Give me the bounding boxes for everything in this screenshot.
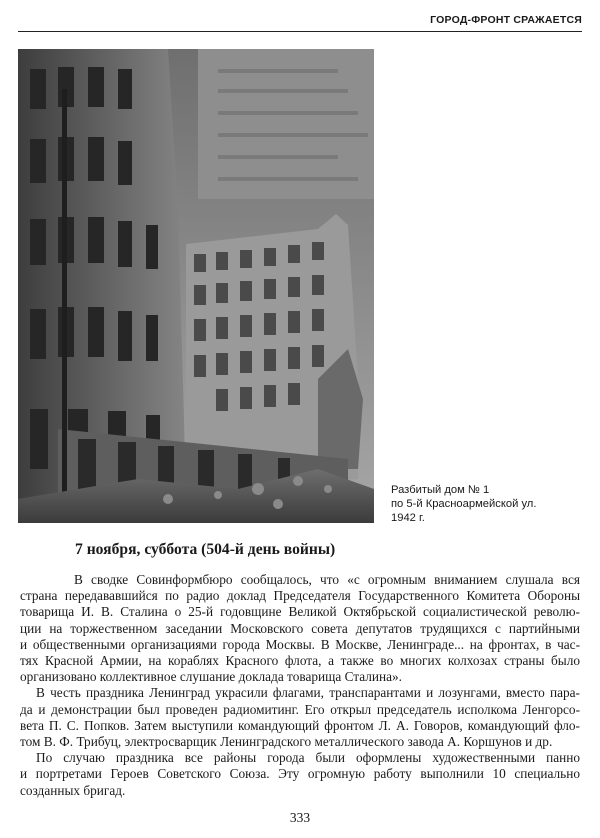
text-line: том В. Ф. Трибуц, электросварщик Ленинградского металлического завода А. Коршунов и др. bbox=[20, 734, 553, 750]
text-line: созданных бригад. bbox=[20, 782, 126, 798]
caption-line: по 5-й Красноармейской ул. bbox=[391, 498, 537, 510]
text-line: В честь праздника Ленинград украсили флагами, транспарантами и лозунгами, вместо пара- bbox=[36, 685, 580, 701]
text-line: и портретами Героев Советского Союза. Эту огромную работу выполнили 10 специально bbox=[20, 766, 580, 782]
paragraph-1 bbox=[20, 572, 580, 685]
photo-ruined-building-icon bbox=[18, 49, 374, 523]
text-line: вета П. С. Попков. Затем выступили командующий фронтом Л. А. Говоров, командующий фло- bbox=[20, 717, 580, 733]
text-line: страна передававшийся по радио доклад Председателя Государственного Комитета Обороны bbox=[20, 588, 580, 604]
text-line: ции на торжественном заседании Московского совета депутатов трудящихся с партийными bbox=[20, 620, 580, 636]
text-line: В сводке Совинформбюро сообщалось, что «с огромным вниманием слушала вся bbox=[74, 572, 580, 587]
photo-ruined-building bbox=[18, 49, 374, 523]
text-line: тях Красной Армии, на кораблях Красного флота, а также во многих колхозах страны было bbox=[20, 653, 580, 669]
caption-line: Разбитый дом № 1 bbox=[391, 484, 490, 496]
text-line: товарища И. В. Сталина о 25-й годовщине Великой Октябрьской социалистической револю- bbox=[20, 604, 580, 620]
text-line: организовано коллективное слушание доклада товарища Сталина». bbox=[20, 669, 403, 685]
text-line: По случаю праздника все районы города были оформлены художественными панно bbox=[36, 750, 580, 766]
paragraph-2 bbox=[20, 685, 580, 750]
header-rule bbox=[18, 31, 582, 32]
text-line: и общественными организациями города Москвы. В Москве, Ленинграде... на фронтах, в час- bbox=[20, 636, 580, 652]
paragraph-3 bbox=[20, 750, 580, 799]
text-line: да и демонстрации был проведен радиомитинг. Его открыл председатель исполкома Ленгорсо- bbox=[20, 701, 580, 717]
page-number: 333 bbox=[289, 810, 311, 825]
caption-line: 1942 г. bbox=[391, 512, 425, 524]
body-text bbox=[20, 572, 580, 799]
entry-heading: 7 ноября, суббота (504-й день войны) bbox=[75, 541, 336, 558]
running-head: ГОРОД-ФРОНТ СРАЖАЕТСЯ bbox=[430, 14, 582, 26]
photo-caption bbox=[391, 483, 586, 525]
